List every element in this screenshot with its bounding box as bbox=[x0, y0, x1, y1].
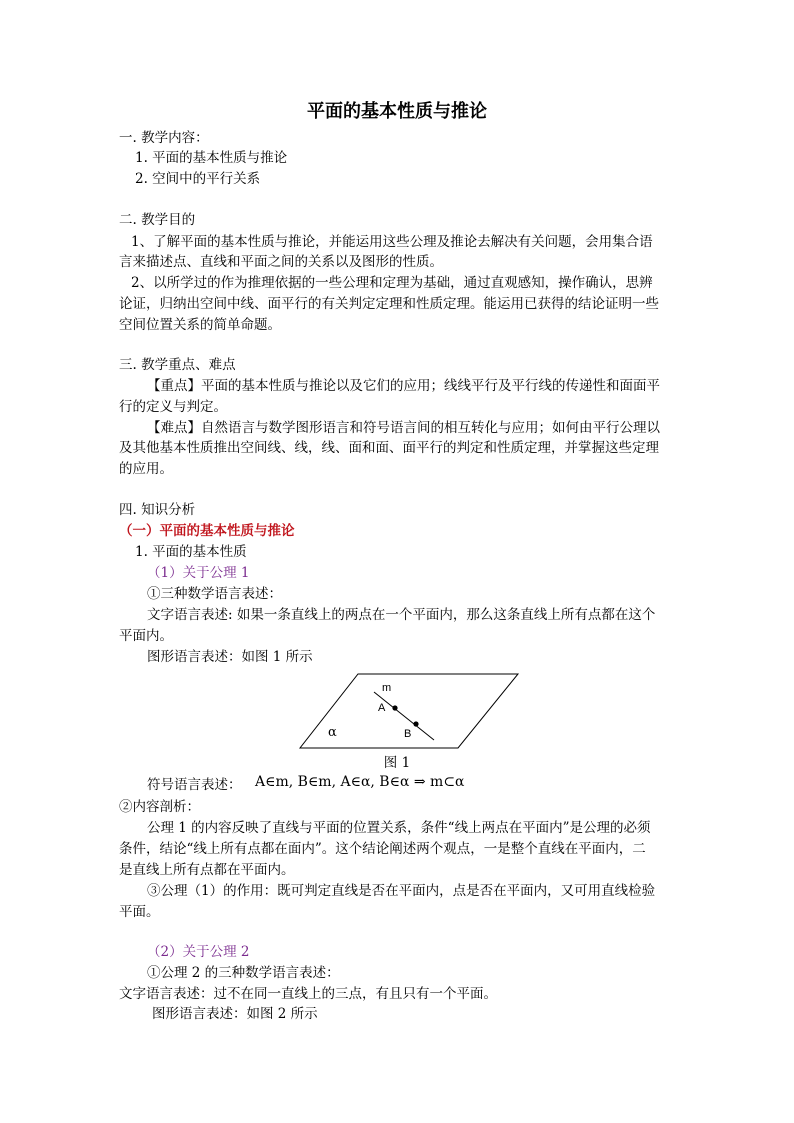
paragraph-line: 【重点】平面的基本性质与推论以及它们的应用；线线平行及平行线的传递性和面面平 bbox=[147, 378, 660, 394]
paragraph-line: 平面。 bbox=[119, 904, 160, 920]
paragraph-line: 平面内。 bbox=[119, 628, 173, 644]
axiom1-lead: ①三种数学语言表述： bbox=[147, 586, 282, 602]
paragraph-line: 1、了解平面的基本性质与推论，并能运用这些公理及推论去解决有关问题，会用集合语 bbox=[131, 234, 653, 250]
paragraph-line: 及其他基本性质推出空间线、线，线、面和面、面平行的判定和性质定理，并掌握这些定理 bbox=[119, 440, 659, 456]
line-m-label: m bbox=[382, 682, 392, 694]
axiom2-heading: （2）关于公理 2 bbox=[147, 944, 250, 960]
axiom2-lead: ①公理 2 的三种数学语言表述： bbox=[147, 965, 340, 981]
paragraph-line: 论证，归纳出空间中线、面平行的有关判定定理和性质定理。能运用已获得的结论证明一些 bbox=[119, 296, 659, 312]
paragraph-line: 条件，结论“线上所有点都在面内”。这个结论阐述两个观点，一是整个直线在平面内，二 bbox=[119, 841, 646, 857]
point-a-label: A bbox=[378, 702, 386, 714]
paragraph-line: 是直线上所有点都在平面内。 bbox=[119, 862, 295, 878]
paragraph-line: 言来描述点、直线和平面之间的关系以及图形的性质。 bbox=[119, 254, 443, 270]
analysis-lead: ②内容剖析： bbox=[119, 799, 200, 815]
figure-description: 图形语言表述：如图 2 所示 bbox=[152, 1006, 318, 1022]
paragraph-line: 文字语言表述: 如果一条直线上的两点在一个平面内，那么这条直线上所有点都在这个 bbox=[147, 607, 656, 623]
figure-1-diagram bbox=[298, 672, 520, 756]
item-heading: 1. 平面的基本性质 bbox=[135, 544, 247, 560]
figure-1-caption: 图 1 bbox=[383, 755, 411, 771]
section2-heading: 二. 教学目的 bbox=[119, 212, 196, 228]
paragraph-line: ③公理（1）的作用：既可判定直线是否在平面内，点是否在平面内，又可用直线检验 bbox=[147, 883, 656, 899]
paragraph-line: 公理 1 的内容反映了直线与平面的位置关系，条件“线上两点在平面内”是公理的必须 bbox=[147, 820, 651, 836]
paragraph-line: 的应用。 bbox=[119, 461, 173, 477]
symbol-label: 符号语言表述： bbox=[147, 777, 242, 793]
paragraph-line: 文字语言表述：过不在同一直线上的三点，有且只有一个平面。 bbox=[119, 986, 497, 1002]
page-title: 平面的基本性质与推论 bbox=[307, 101, 487, 122]
section1-item: 2. 空间中的平行关系 bbox=[135, 171, 261, 187]
figure-description: 图形语言表述：如图 1 所示 bbox=[147, 649, 313, 665]
plane-alpha-label: α bbox=[328, 725, 337, 740]
section1-item: 1. 平面的基本性质与推论 bbox=[135, 150, 288, 166]
symbol-formula: A∈m, B∈m, A∈α, B∈α ⇒ m⊂α bbox=[255, 774, 465, 790]
point-b-label: B bbox=[404, 728, 412, 740]
paragraph-line: 空间位置关系的简单命题。 bbox=[119, 317, 281, 333]
point-a-dot bbox=[392, 705, 397, 710]
section3-heading: 三. 教学重点、难点 bbox=[119, 357, 236, 373]
subsection-heading: （一）平面的基本性质与推论 bbox=[119, 523, 295, 539]
point-b-dot bbox=[413, 721, 418, 726]
paragraph-line: 2、以所学过的作为推理依据的一些公理和定理为基础，通过直观感知，操作确认，思辨 bbox=[131, 275, 653, 291]
paragraph-line: 行的定义与判定。 bbox=[119, 399, 227, 415]
axiom1-heading: （1）关于公理 1 bbox=[147, 565, 250, 581]
section4-heading: 四. 知识分析 bbox=[119, 502, 196, 518]
section1-heading: 一. 教学内容： bbox=[119, 130, 209, 146]
paragraph-line: 【难点】自然语言与数学图形语言和符号语言间的相互转化与应用；如何由平行公理以 bbox=[147, 420, 660, 436]
